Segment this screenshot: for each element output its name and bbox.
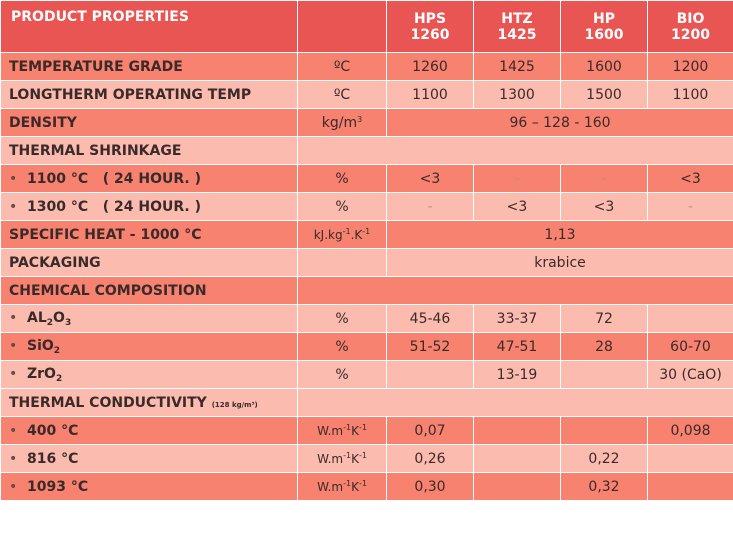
value-hp: 72 xyxy=(561,305,648,333)
value-all-grades: 1,13 xyxy=(387,221,733,249)
header-row xyxy=(1,1,733,53)
value-hp xyxy=(561,417,648,445)
value-hp: 0,32 xyxy=(561,473,648,501)
value-bio: <3 xyxy=(648,165,733,193)
header-grade-htz xyxy=(474,1,561,53)
row-label: • 1300 °C ( 24 HOUR. ) xyxy=(1,193,298,221)
bullet-icon: • xyxy=(9,450,18,467)
header-grade-bio xyxy=(648,1,733,53)
row-unit: ºC xyxy=(298,53,387,81)
value-htz xyxy=(474,473,561,501)
value-bio xyxy=(648,473,733,501)
row-shrinkage-1100 xyxy=(1,165,733,193)
row-unit: $W.m^{-1}K^{-1}$ xyxy=(298,473,387,501)
grade-temp: 1200 xyxy=(671,26,710,43)
value-htz: <3 xyxy=(474,193,561,221)
value-bio: 30 (CaO) xyxy=(648,361,733,389)
grade-name: BIO xyxy=(676,10,705,27)
row-thermal-shrinkage xyxy=(1,137,733,165)
row-label: • $AL_2O_3$ xyxy=(1,305,298,333)
row-conductivity-1093 xyxy=(1,473,733,501)
row-conductivity-816 xyxy=(1,445,733,473)
value-hps: 45-46 xyxy=(387,305,474,333)
bullet-icon: • xyxy=(9,198,18,215)
density-note: (128 kg/m³) xyxy=(211,400,258,409)
value-bio xyxy=(648,305,733,333)
section-label: THERMAL SHRINKAGE xyxy=(1,137,298,165)
row-longtherm-operating-temp xyxy=(1,81,733,109)
row-packaging xyxy=(1,249,733,277)
row-unit: % xyxy=(298,193,387,221)
value-hp: 1600 xyxy=(561,53,648,81)
row-label: TEMPERATURE GRADE xyxy=(1,53,298,81)
row-unit: % xyxy=(298,333,387,361)
value-htz: 1300 xyxy=(474,81,561,109)
value-bio: 1100 xyxy=(648,81,733,109)
row-unit: $kg/m^3$ xyxy=(298,109,387,137)
grade-temp: 1260 xyxy=(410,26,450,43)
row-label: • ZrO$_2$ xyxy=(1,361,298,389)
bullet-icon: • xyxy=(9,309,18,326)
row-specific-heat xyxy=(1,221,733,249)
bullet-icon: • xyxy=(9,422,18,439)
row-unit: % xyxy=(298,305,387,333)
value-htz: 13-19 xyxy=(474,361,561,389)
value-htz: 47-51 xyxy=(474,333,561,361)
value-hps: 1260 xyxy=(387,53,474,81)
bullet-icon: • xyxy=(9,170,18,187)
row-unit: ºC xyxy=(298,81,387,109)
row-unit: $kJ.kg^{-1}.K^{-1}$ xyxy=(298,221,387,249)
value-hp: - xyxy=(561,165,648,193)
bullet-icon: • xyxy=(9,337,18,354)
row-zro2 xyxy=(1,361,733,389)
row-sio2 xyxy=(1,333,733,361)
value-hps: - xyxy=(387,193,474,221)
header-grade-hp xyxy=(561,1,648,53)
row-label: • 400 °C xyxy=(1,417,298,445)
row-label: LONGTHERM OPERATING TEMP xyxy=(1,81,298,109)
value-all-grades: 96 – 128 - 160 xyxy=(387,109,733,137)
row-density xyxy=(1,109,733,137)
value-hp: 0,22 xyxy=(561,445,648,473)
row-conductivity-400 xyxy=(1,417,733,445)
section-label: CHEMICAL COMPOSITION xyxy=(1,277,298,305)
row-unit: % xyxy=(298,361,387,389)
row-chemical-composition xyxy=(1,277,733,305)
row-label: SPECIFIC HEAT - 1000 °C xyxy=(1,221,298,249)
bullet-icon: • xyxy=(9,478,18,495)
row-unit xyxy=(298,249,387,277)
value-hps xyxy=(387,361,474,389)
header-grade-hps xyxy=(387,1,474,53)
row-al2o3 xyxy=(1,305,733,333)
value-bio: - xyxy=(648,193,733,221)
value-htz: - xyxy=(474,165,561,193)
value-hps: 0,26 xyxy=(387,445,474,473)
header-unit-cell xyxy=(298,1,387,53)
value-htz: 1425 xyxy=(474,53,561,81)
row-label: • 816 °C xyxy=(1,445,298,473)
value-hps: 1100 xyxy=(387,81,474,109)
value-hp: <3 xyxy=(561,193,648,221)
section-label: THERMAL CONDUCTIVITY (128 kg/m³) xyxy=(1,389,298,417)
value-bio: 60-70 xyxy=(648,333,733,361)
value-htz xyxy=(474,417,561,445)
row-shrinkage-1300 xyxy=(1,193,733,221)
grade-temp: 1600 xyxy=(584,26,624,43)
value-hp xyxy=(561,361,648,389)
grade-name: HPS xyxy=(413,10,447,27)
grade-name: HP xyxy=(593,10,615,27)
bullet-icon: • xyxy=(9,365,18,382)
row-label: • 1100 °C ( 24 HOUR. ) xyxy=(1,165,298,193)
value-htz: 33-37 xyxy=(474,305,561,333)
row-thermal-conductivity xyxy=(1,389,733,417)
value-htz xyxy=(474,445,561,473)
value-all-grades: krabice xyxy=(387,249,733,277)
row-label: DENSITY xyxy=(1,109,298,137)
row-unit: $W.m^{-1}K^{-1}$ xyxy=(298,417,387,445)
value-hps: 0,30 xyxy=(387,473,474,501)
grade-temp: 1425 xyxy=(497,26,537,43)
table-title: PRODUCT PROPERTIES xyxy=(1,1,298,53)
row-label: PACKAGING xyxy=(1,249,298,277)
value-bio: 0,098 xyxy=(648,417,733,445)
row-unit: % xyxy=(298,165,387,193)
grade-name: HTZ xyxy=(501,10,533,27)
row-unit: $W.m^{-1}K^{-1}$ xyxy=(298,445,387,473)
value-bio xyxy=(648,445,733,473)
value-hps: 0,07 xyxy=(387,417,474,445)
value-hp: 28 xyxy=(561,333,648,361)
row-label: • SiO$_2$ xyxy=(1,333,298,361)
row-temperature-grade xyxy=(1,53,733,81)
value-hp: 1500 xyxy=(561,81,648,109)
value-hps: <3 xyxy=(387,165,474,193)
value-bio: 1200 xyxy=(648,53,733,81)
row-label: • 1093 °C xyxy=(1,473,298,501)
value-hps: 51-52 xyxy=(387,333,474,361)
